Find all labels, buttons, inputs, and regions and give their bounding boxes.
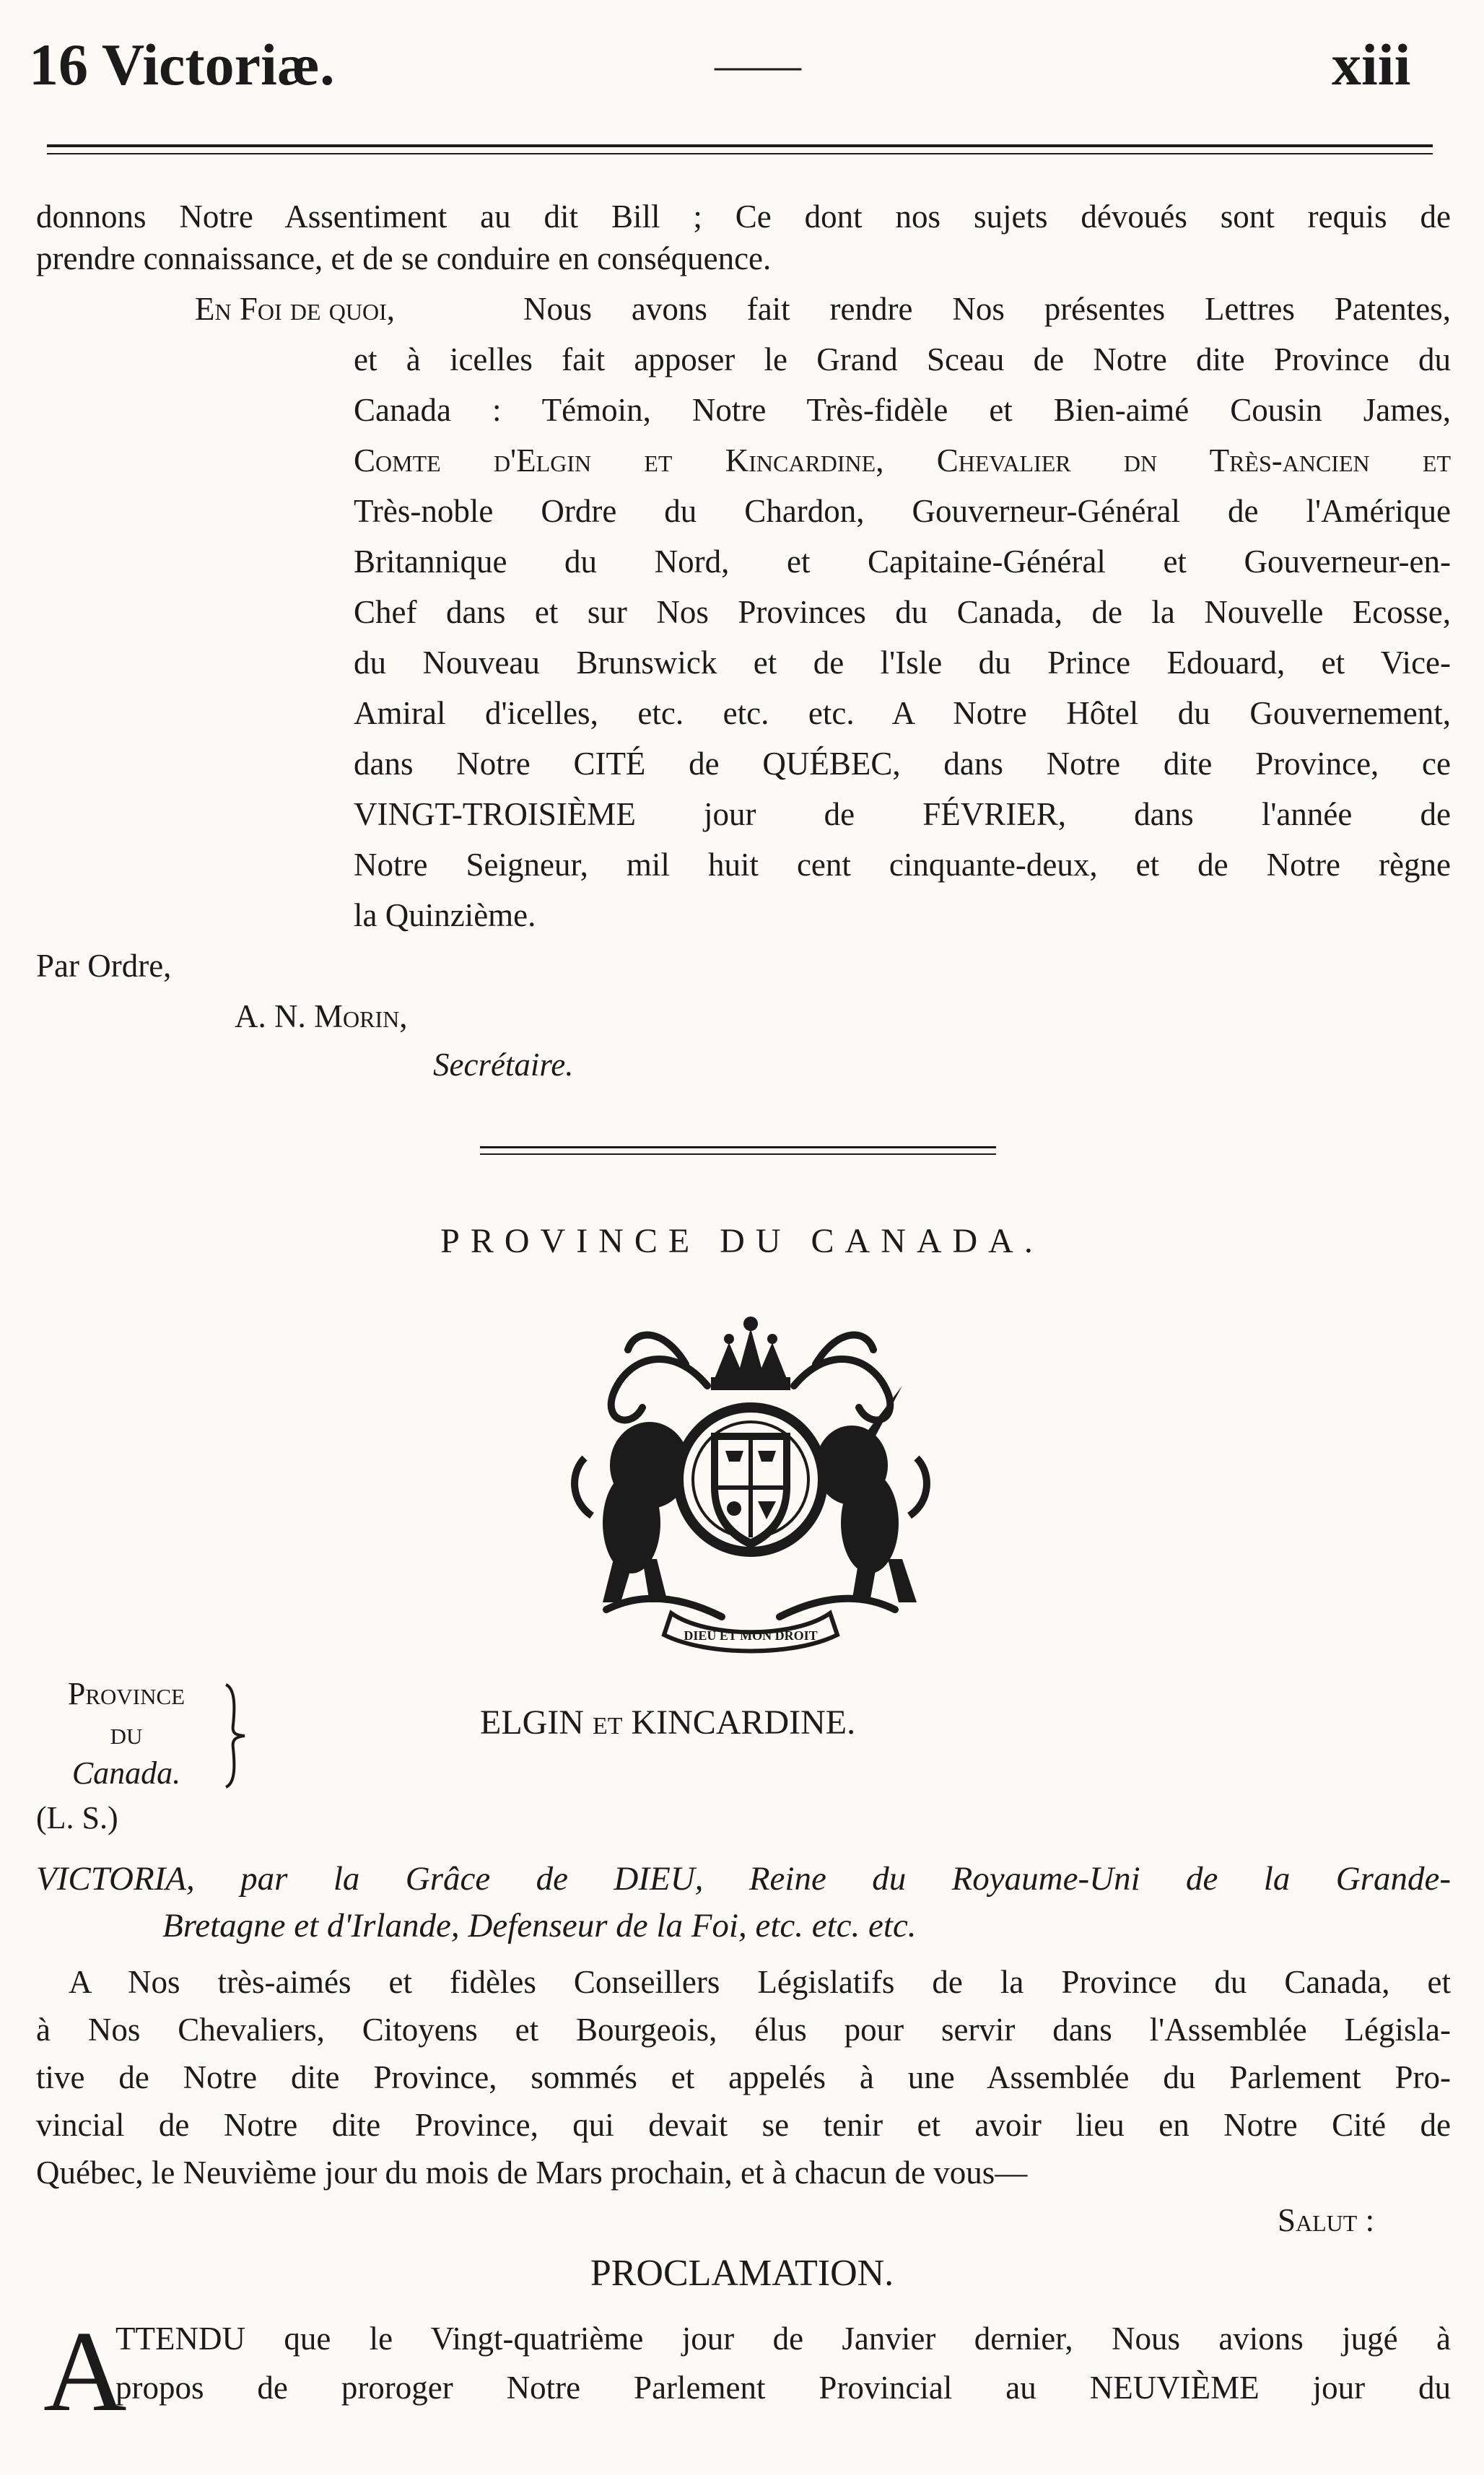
margin-canada: Canada. (71, 1755, 181, 1791)
body-line: TTENDU que le Vingt-quatrième jour de Janvier dernier, Nous avions jugé à (115, 2321, 1451, 2357)
royal-coat-of-arms-icon (563, 1299, 938, 1660)
witness-line: dans Notre CITÉ de QUÉBEC, dans Notre dite Province, ce (354, 746, 1451, 782)
section-divider-bottom (480, 1153, 996, 1155)
section-divider-top (480, 1146, 996, 1148)
witness-line: Nous avons fait rendre Nos présentes Lettres Patentes, (523, 291, 1451, 327)
header-rule-bottom (47, 153, 1433, 154)
body-line: propos de proroger Notre Parlement Provincial au NEUVIÈME jour du (115, 2370, 1451, 2406)
text-line: prendre connaissance, et de se conduire en conséquence. (36, 240, 772, 276)
signatory-name: A. N. Morin, (235, 998, 408, 1034)
running-header-dash: —— (715, 41, 801, 89)
drop-cap: A (43, 2307, 127, 2435)
address-line: A Nos très-aimés et fidèles Conseillers Législatifs de la Province du Canada, et (69, 1964, 1451, 2000)
province-heading: PROVINCE DU CANADA. (440, 1222, 1044, 1260)
witness-line: Amiral d'icelles, etc. etc. etc. A Notre Hôtel du Gouvernement, (354, 695, 1451, 731)
witness-line: Britannique du Nord, et Capitaine-Général et Gouverneur-en- (354, 544, 1451, 580)
header-rule-top (47, 144, 1433, 147)
text-line: donnons Notre Assentiment au dit Bill ; Ce dont nos sujets dévoués sont requis de (36, 198, 1451, 235)
address-line: vincial de Notre dite Province, qui devait se tenir et avoir lieu en Notre Cité de (36, 2107, 1451, 2143)
par-ordre: Par Ordre, (36, 948, 172, 984)
witness-line: VINGT-TROISIÈME jour de FÉVRIER, dans l'année de (354, 796, 1451, 832)
curly-brace-icon (220, 1682, 249, 1790)
address-line: Québec, le Neuvième jour du mois de Mars prochain, et à chacun de vous— (36, 2155, 1028, 2191)
margin-ls: (L. S.) (36, 1800, 118, 1835)
witness-line: Très-noble Ordre du Chardon, Gouverneur-Général de l'Amérique (354, 493, 1451, 529)
seal-motto: DIEU ET MON DROIT (684, 1628, 818, 1643)
running-header-title: 16 Victoriæ. (29, 32, 335, 97)
address-line: à Nos Chevaliers, Citoyens et Bourgeois, élus pour servir dans l'Assemblée Législa- (36, 2012, 1451, 2048)
salut: Salut : (1278, 2202, 1375, 2238)
witness-line: et à icelles fait apposer le Grand Sceau de Notre dite Province du (354, 341, 1451, 377)
proclamation-title: PROCLAMATION. (590, 2253, 894, 2294)
margin-province: Province (67, 1676, 186, 1711)
witness-line: Chef dans et sur Nos Provinces du Canada, de la Nouvelle Ecosse, (354, 594, 1451, 630)
witness-line: du Nouveau Brunswick et de l'Isle du Prince Edouard, et Vice- (354, 645, 1451, 681)
witness-line: Notre Seigneur, mil huit cent cinquante-deux, et de Notre règne (354, 847, 1451, 883)
witness-line: Canada : Témoin, Notre Très-fidèle et Bien-aimé Cousin James, (354, 392, 1451, 428)
sovereign-line: Bretagne et d'Irlande, Defenseur de la Foi, etc. etc. etc. (162, 1907, 917, 1944)
witness-lead-in: En Foi de quoi, (195, 291, 396, 327)
address-line: tive de Notre dite Province, sommés et appelés à une Assemblée du Parlement Pro- (36, 2059, 1451, 2095)
witness-line: la Quinzième. (354, 897, 536, 933)
governor-name: ELGIN et KINCARDINE. (480, 1703, 856, 1742)
margin-du: du (110, 1716, 143, 1751)
page-number: xiii (1332, 32, 1411, 97)
witness-line: Comte d'Elgin et Kincardine, Chevalier dn Très-ancien et (354, 442, 1451, 479)
sovereign-line: VICTORIA, par la Grâce de DIEU, Reine du Royaume-Uni de la Grande- (36, 1860, 1451, 1898)
signatory-title: Secrétaire. (433, 1047, 574, 1083)
